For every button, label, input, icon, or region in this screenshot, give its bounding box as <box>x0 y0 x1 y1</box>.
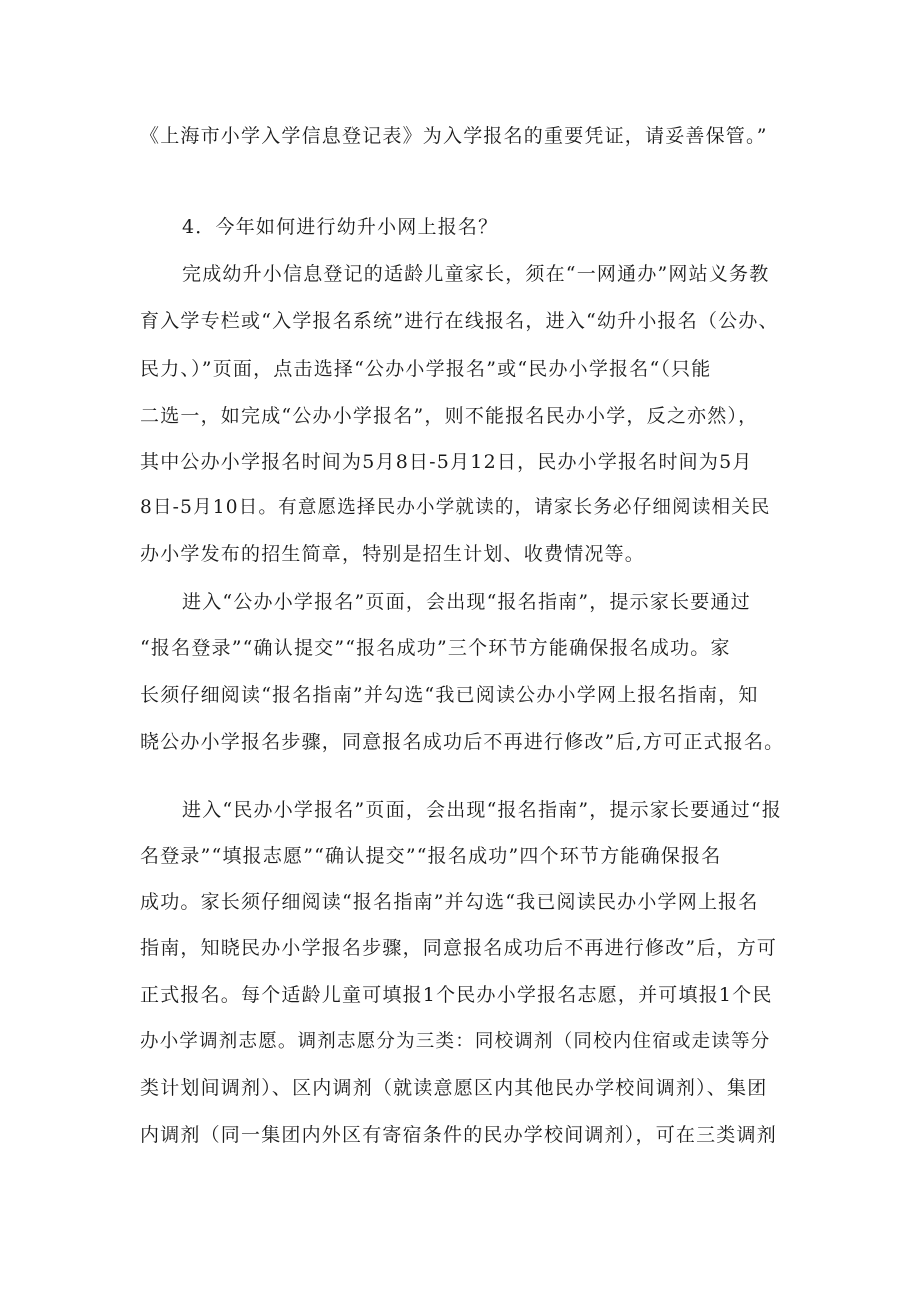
paragraph-2-line-1: 进入“公办小学报名”页面，会出现“报名指南”，提示家长要通过 <box>182 591 751 613</box>
intro-line: 《上海市小学入学信息登记表》为入学报名的重要凭证，请妥善保管。” <box>140 125 768 147</box>
paragraph-1-line-1: 完成幼升小信息登记的适龄儿童家长，须在“一网通办”网站义务教 <box>182 263 770 285</box>
paragraph-3-line-8: 内调剂（同一集团内外区有寄宿条件的民办学校间调剂），可在三类调剂 <box>140 1124 777 1146</box>
paragraph-3-line-7: 类计划间调剂）、区内调剂（就读意愿区内其他民办学校间调剂）、集团 <box>140 1077 768 1099</box>
paragraph-1-line-3: 民力、）”页面，点击选择“公办小学报名”或“民办小学报名“（只能 <box>140 358 712 380</box>
paragraph-3-line-5: 正式报名。每个适龄儿童可填报1个民办小学报名志愿，并可填报1个民 <box>140 984 773 1006</box>
paragraph-1-line-2: 育入学专栏或“入学报名系统”进行在线报名，进入“幼升小报名（公办、 <box>140 310 779 332</box>
paragraph-3-line-1: 进入“民办小学报名”页面，会出现“报名指南”，提示家长要通过“报 <box>182 799 782 821</box>
paragraph-3-line-2: 名登录”“填报志愿”“确认提交”“报名成功”四个环节方能确保报名 <box>140 845 722 867</box>
paragraph-1-line-5: 其中公办小学报名时间为5月8日-5月12日，民办小学报名时间为5月 <box>140 451 753 473</box>
paragraph-1-line-7: 办小学发布的招生简章，特别是招生计划、收费情况等。 <box>140 543 646 565</box>
paragraph-3-line-4: 指南，知晓民办小学报名步骤，同意报名成功后不再进行修改”后，方可 <box>140 937 778 959</box>
paragraph-2-line-4: 晓公办小学报名步骤，同意报名成功后不再进行修改”后,方可正式报名。 <box>140 731 785 753</box>
paragraph-1-line-6: 8日-5月10日。有意愿选择民办小学就读的，请家长务必仔细阅读相关民 <box>140 497 771 518</box>
paragraph-2-line-3: 长须仔细阅读“报名指南”并勾选“我已阅读公办小学网上报名指南，知 <box>140 684 759 706</box>
section-heading: 4．今年如何进行幼升小网上报名？ <box>182 216 499 238</box>
paragraph-2-line-2: “报名登录”“确认提交”“报名成功”三个环节方能确保报名成功。家 <box>140 637 731 659</box>
paragraph-3-line-6: 办小学调剂志愿。调剂志愿分为三类：同校调剂（同校内住宿或走读等分 <box>140 1031 771 1052</box>
paragraph-3-line-3: 成功。家长须仔细阅读“报名指南”并勾选“我已阅读民办小学网上报名 <box>140 891 759 913</box>
paragraph-1-line-4: 二选一，如完成“公办小学报名”，则不能报名民办小学，反之亦然）， <box>140 405 759 427</box>
